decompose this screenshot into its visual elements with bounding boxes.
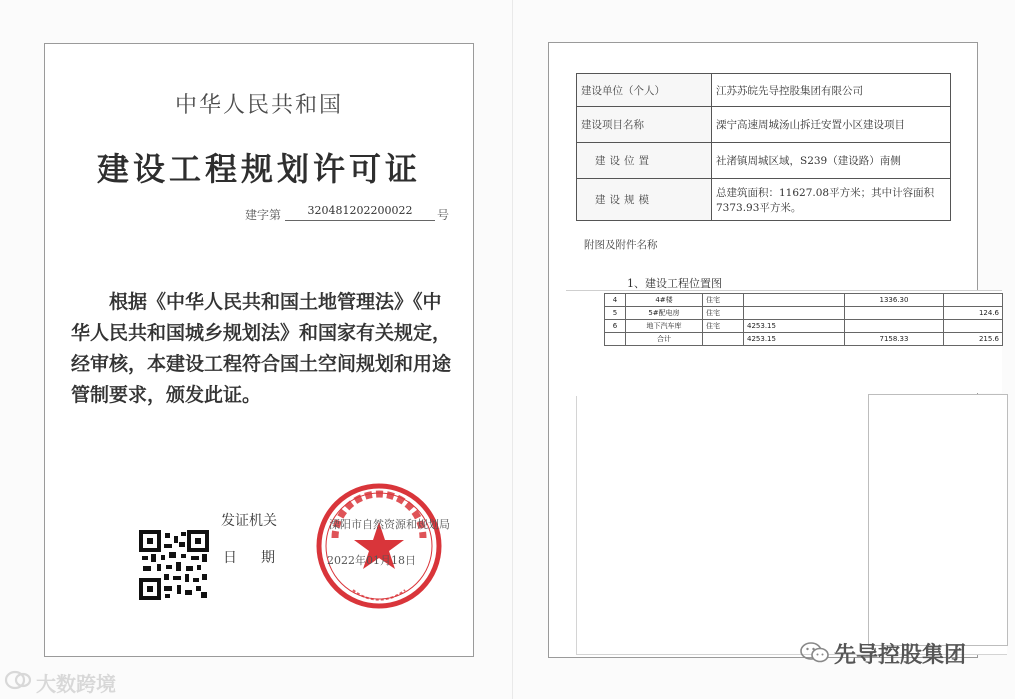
qr-code-icon bbox=[139, 530, 209, 600]
table-cell bbox=[845, 320, 944, 333]
certificate-number: 320481202200022 bbox=[307, 204, 413, 217]
certificate-body-text: 根据《中华人民共和国土地管理法》《中华人民共和国城乡规划法》和国家有关规定，经审核，本建设工程符合国土空间规划和用途管制要求，颁发此证。 bbox=[71, 291, 452, 406]
date-label: 日期 bbox=[223, 550, 299, 566]
table-row bbox=[577, 74, 951, 107]
certificate-title: 建设工程规划许可证 bbox=[96, 150, 421, 188]
table-cell: 124.6 bbox=[944, 307, 1003, 320]
row-label-scale: 建设规模 bbox=[577, 179, 712, 221]
table-cell: 4 bbox=[605, 294, 626, 307]
table-cell: 4253.15 bbox=[744, 333, 845, 346]
row-label-location: 建设位置 bbox=[577, 143, 712, 179]
fold-line bbox=[512, 0, 513, 699]
table-cell: 4#楼 bbox=[626, 294, 703, 307]
row-value-project-name: 溧宁高速周城汤山拆迁安置小区建设项目 bbox=[712, 107, 951, 143]
table-cell bbox=[605, 333, 626, 346]
certificate-number-row bbox=[245, 204, 455, 226]
project-info-table bbox=[576, 73, 951, 221]
source-watermark: 先导控股集团 bbox=[834, 643, 967, 668]
table-cell: 地下汽车库 bbox=[626, 320, 703, 333]
table-row bbox=[605, 333, 1003, 346]
seal-organization: 溧阳市自然资源和规划局 bbox=[329, 518, 450, 531]
table-row bbox=[577, 143, 951, 179]
official-seal-icon bbox=[313, 480, 445, 612]
attachment-item: 1、建设工程位置图 bbox=[627, 277, 722, 290]
issuer-label: 发证机关 bbox=[221, 513, 277, 529]
country-name: 中华人民共和国 bbox=[174, 93, 343, 118]
table-cell: 1336.30 bbox=[845, 294, 944, 307]
table-row bbox=[577, 179, 951, 221]
row-value-location: 社渚镇周城区域，S239（建设路）南侧 bbox=[712, 143, 951, 179]
table-cell: 215.6 bbox=[944, 333, 1003, 346]
attachments-label: 附图及附件名称 bbox=[584, 239, 658, 251]
certificate-left-page bbox=[44, 43, 474, 657]
table-cell: 住宅 bbox=[703, 320, 744, 333]
table-cell bbox=[744, 307, 845, 320]
table-row bbox=[605, 307, 1003, 320]
certificate-number-prefix: 建字第 bbox=[245, 208, 282, 222]
row-label-unit: 建设单位（个人） bbox=[577, 74, 712, 107]
table-cell bbox=[703, 333, 744, 346]
table-cell: 7158.33 bbox=[845, 333, 944, 346]
building-area-table bbox=[604, 293, 1003, 346]
row-value-scale: 总建筑面积：11627.08平方米；其中计容面积7373.93平方米。 bbox=[712, 179, 951, 221]
table-cell: 合计 bbox=[626, 333, 703, 346]
table-cell: 5#配电房 bbox=[626, 307, 703, 320]
table-cell: 4253.15 bbox=[744, 320, 845, 333]
table-cell: 住宅 bbox=[703, 294, 744, 307]
certificate-number-underline bbox=[285, 220, 435, 221]
row-value-unit: 江苏苏皖先导控股集团有限公司 bbox=[712, 74, 951, 107]
table-cell bbox=[944, 294, 1003, 307]
table-cell bbox=[944, 320, 1003, 333]
table-cell: 6 bbox=[605, 320, 626, 333]
certificate-number-suffix: 号 bbox=[437, 208, 450, 222]
table-cell bbox=[845, 307, 944, 320]
platform-watermark: 大数跨境 bbox=[36, 672, 116, 696]
table-cell bbox=[744, 294, 845, 307]
row-label-project-name: 建设项目名称 bbox=[577, 107, 712, 143]
overlay-paper bbox=[868, 394, 1008, 646]
table-row bbox=[605, 320, 1003, 333]
table-row bbox=[605, 294, 1003, 307]
table-row bbox=[577, 107, 951, 143]
table-cell: 住宅 bbox=[703, 307, 744, 320]
watermark-logo-icon bbox=[4, 668, 32, 692]
wechat-icon bbox=[800, 642, 830, 664]
table-cell: 5 bbox=[605, 307, 626, 320]
seal-date: 2022年01月18日 bbox=[327, 554, 416, 567]
